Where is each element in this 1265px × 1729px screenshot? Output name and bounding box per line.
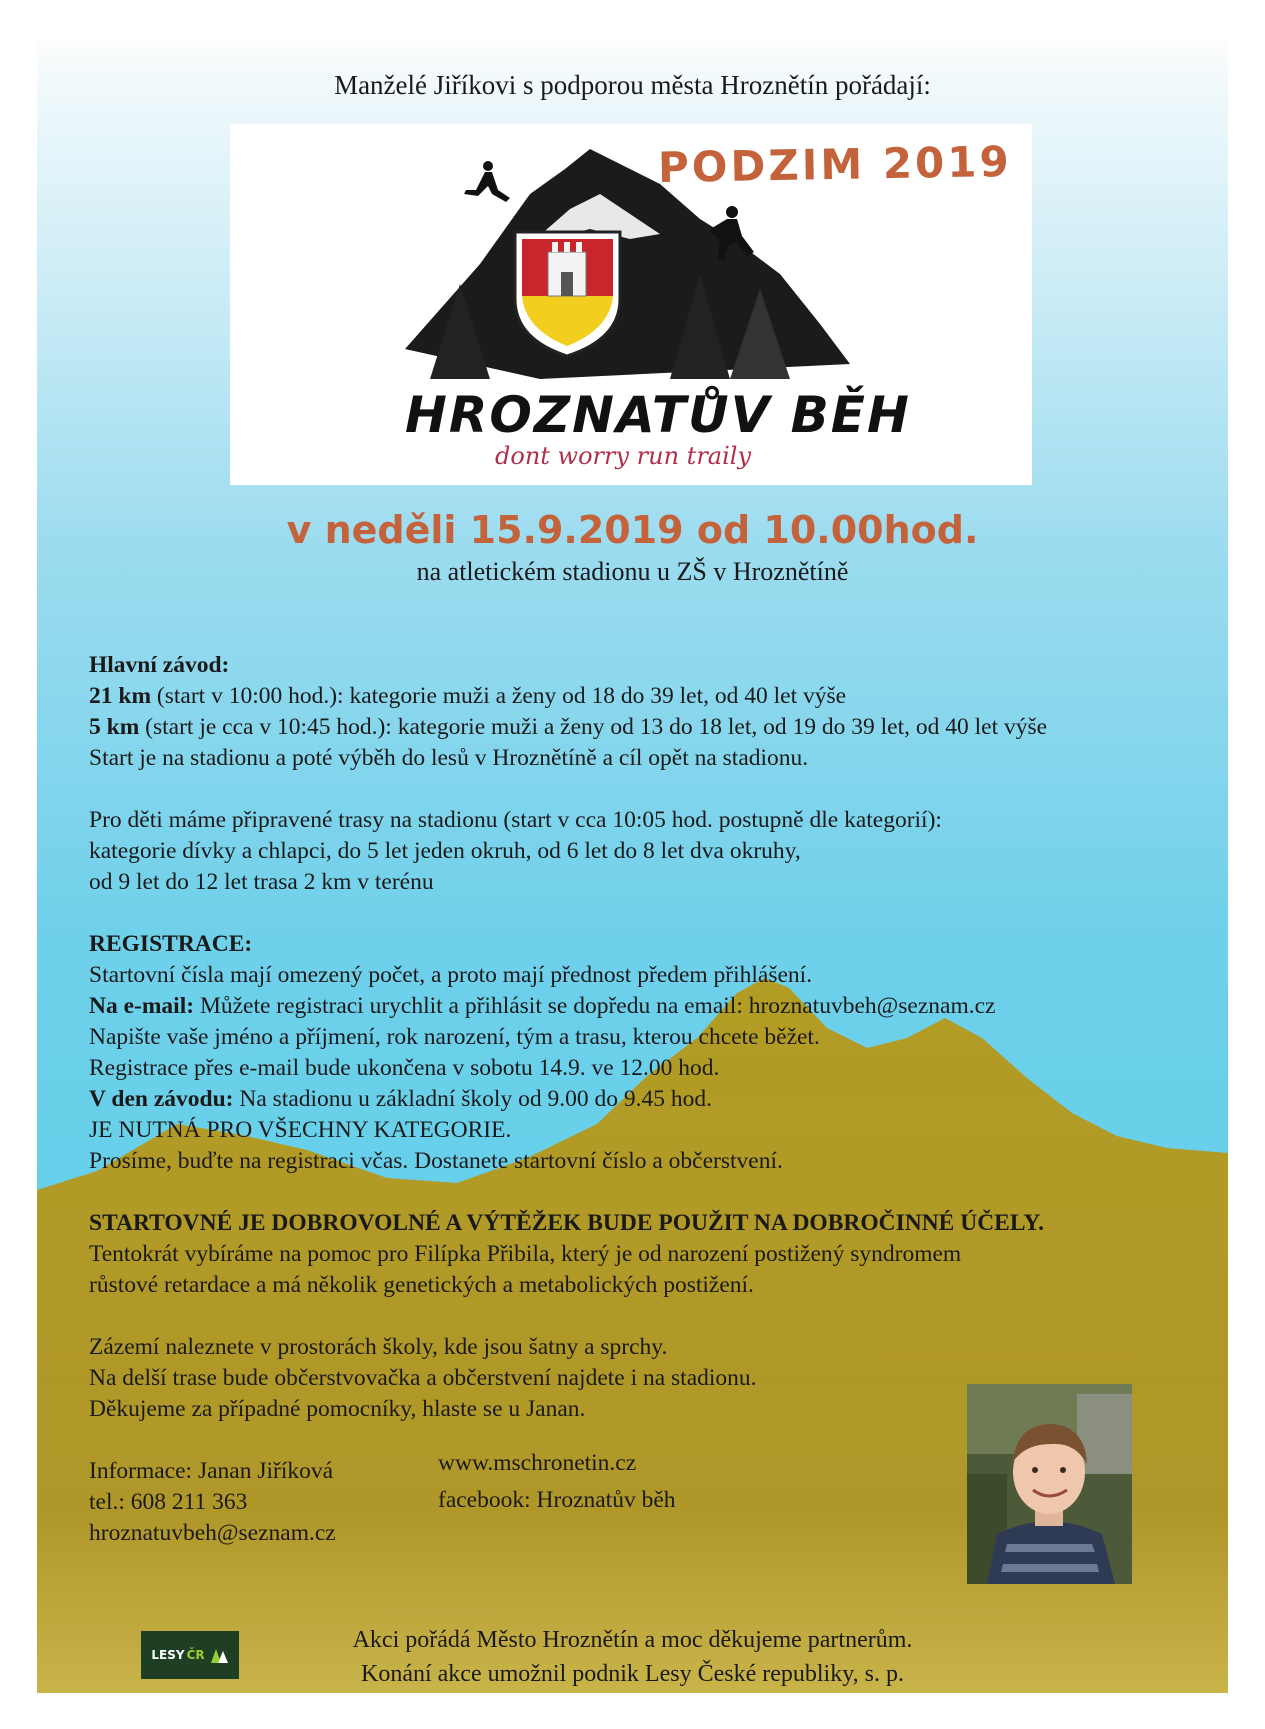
kids-line-1: Pro děti máme připravené trasy na stadionu (start v cca 10:05 hod. postupně dle kategorií):: [89, 807, 942, 833]
registration-email-line: [89, 990, 995, 1022]
charity-heading: STARTOVNÉ JE DOBROVOLNÉ A VÝTĚŽEK BUDE POUŽIT NA DOBROČINNÉ ÚČELY.: [89, 1210, 1045, 1236]
km21-label: 21 km: [89, 683, 152, 709]
main-race-heading: Hlavní závod:: [89, 652, 230, 678]
registration-line-4: Registrace přes e-mail bude ukončena v sobotu 14.9. ve 12.00 hod.: [89, 1055, 720, 1081]
km5-label: 5 km: [89, 714, 140, 740]
route-line: Start je na stadionu a poté výběh do lesů v Hroznětíně a cíl opět na stadionu.: [89, 745, 809, 771]
event-logo: [230, 124, 1032, 485]
event-venue: na atletickém stadionu u ZŠ v Hroznětíně: [416, 557, 849, 586]
logo-tagline: dont worry run traily: [495, 442, 752, 470]
km21-text: (start v 10:00 hod.): kategorie muži a ženy od 18 do 39 let, od 40 let výše: [151, 683, 847, 709]
email-label: Na e-mail:: [89, 993, 195, 1019]
km5-line: [89, 711, 1047, 743]
email-text: Můžete registraci urychlit a přihlásit se dopředu na email: hroznatuvbeh@seznam.cz: [194, 993, 996, 1019]
runner-left-icon: [464, 161, 510, 202]
race-day-line: [89, 1083, 712, 1115]
contact-info: Informace: Janan Jiříková: [89, 1458, 334, 1484]
contact-phone: tel.: 608 211 363: [89, 1489, 248, 1515]
footer-line-2: Konání akce umožnil podnik Lesy České republiky, s. p.: [361, 1661, 904, 1687]
registration-line-6: JE NUTNÁ PRO VŠECHNY KATEGORIE.: [89, 1117, 512, 1143]
km21-line: [89, 680, 846, 712]
organizer-line: Manželé Jiříkovi s podporou města Hroznětín pořádají:: [334, 70, 931, 100]
footer-line-1: Akci pořádá Město Hroznětín a moc děkujeme partnerům.: [352, 1627, 913, 1653]
charity-line-2: růstové retardace a má několik genetických a metabolických postižení.: [89, 1272, 754, 1298]
kids-line-3: od 9 let do 12 let trasa 2 km v terénu: [89, 869, 434, 895]
facebook-link[interactable]: facebook: Hroznatův běh: [438, 1487, 676, 1513]
km5-text: (start je cca v 10:45 hod.): kategorie muži a ženy od 13 do 18 let, od 19 do 39 let, od 40 let výše: [139, 714, 1048, 740]
lesy-logo-cr: ČR: [186, 1648, 205, 1662]
lesy-logo-text: LESY: [151, 1648, 185, 1662]
event-poster: [37, 38, 1228, 1693]
registration-line-7: Prosíme, buďte na registraci včas. Dostanete startovní číslo a občerstvení.: [89, 1148, 783, 1174]
facilities-line-3: Děkujeme za případné pomocníky, hlaste se u Janan.: [89, 1396, 586, 1422]
contact-email[interactable]: hroznatuvbeh@seznam.cz: [89, 1520, 336, 1546]
facilities-line-2: Na delší trase bude občerstvovačka a občerstvení najdete i na stadionu.: [89, 1365, 757, 1391]
race-day-label: V den závodu:: [89, 1086, 234, 1112]
registration-line-3: Napište vaše jméno a příjmení, rok narození, tým a trasu, kterou chcete běžet.: [89, 1024, 820, 1050]
child-photo: [967, 1384, 1132, 1584]
event-date: v neděli 15.9.2019 od 10.00hod.: [286, 508, 979, 552]
charity-line-1: Tentokrát vybíráme na pomoc pro Filípka Přibila, který je od narození postižený syndromem: [89, 1241, 962, 1267]
season-label: PODZIM 2019: [657, 136, 1013, 193]
kids-line-2: kategorie dívky a chlapci, do 5 let jeden okruh, od 6 let do 8 let dva okruhy,: [89, 838, 801, 864]
website-link[interactable]: www.mschronetin.cz: [438, 1450, 637, 1476]
registration-heading: REGISTRACE:: [89, 931, 253, 957]
facilities-line-1: Zázemí naleznete v prostorách školy, kde jsou šatny a sprchy.: [89, 1334, 668, 1360]
registration-line-1: Startovní čísla mají omezený počet, a proto mají přednost předem přihlášení.: [89, 962, 813, 988]
coat-of-arms-icon: [515, 232, 620, 356]
race-day-text: Na stadionu u základní školy od 9.00 do 9.45 hod.: [233, 1086, 712, 1112]
logo-title: HROZNATŮV BĚH: [405, 386, 911, 444]
